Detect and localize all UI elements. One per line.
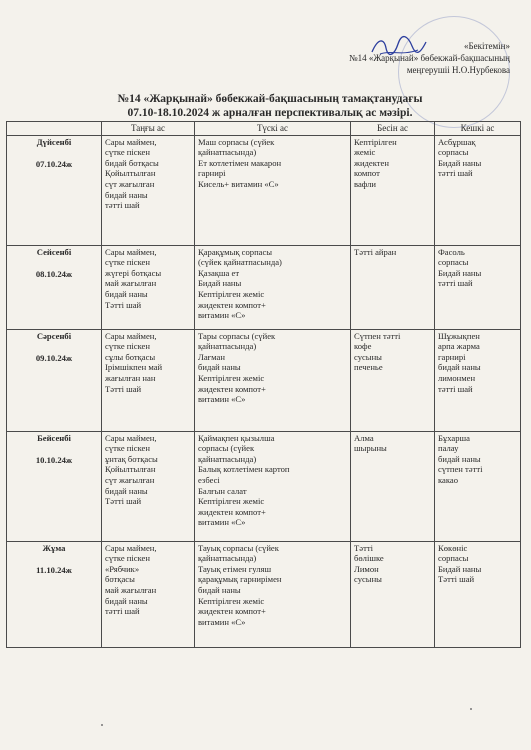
menu-item-line: бидай наны xyxy=(105,595,148,606)
menu-item-line: сорпасы (сүйек xyxy=(198,443,255,454)
day-cell xyxy=(7,431,102,541)
menu-item-line: сүтке піскен xyxy=(105,553,150,564)
menu-item-line: Лағман xyxy=(198,351,225,362)
snack-cell xyxy=(351,329,435,431)
header-day xyxy=(7,122,102,136)
day-cell xyxy=(7,541,102,647)
menu-item-line: Сары маймен, xyxy=(105,136,157,147)
menu-item-line: Сары маймен, xyxy=(105,542,157,553)
menu-item-line: Қаймақпен қызылша xyxy=(198,432,275,443)
snack-cell xyxy=(351,135,435,245)
dinner-cell xyxy=(435,329,521,431)
menu-item-line: Кептірілген жеміс xyxy=(198,288,265,299)
menu-table-header xyxy=(7,122,521,136)
day-name: Дүйсенбі xyxy=(36,136,72,147)
menu-item-line: витамин «С» xyxy=(198,394,246,405)
title-line-2: 07.10-18.10.2024 ж арналған перспективалық ас мәзірі. xyxy=(127,107,413,119)
menu-item-line: бидай наны xyxy=(438,453,481,464)
menu-item-line: (сүйек қайнатпасында) xyxy=(198,257,282,268)
approval-institution: №14 «Жарқынай» бөбекжай-бақшасының xyxy=(349,53,510,63)
dinner-cell xyxy=(435,135,521,245)
menu-item-line: лимонмен xyxy=(438,372,476,383)
menu-item-line: Ет котлетімен макарон xyxy=(198,157,282,168)
menu-item-line: кофе xyxy=(354,341,372,352)
menu-item-line: Лимон xyxy=(354,563,379,574)
breakfast-cell xyxy=(102,431,195,541)
menu-item-line: сүт жағылған xyxy=(105,178,155,189)
menu-item-line: тәтті шай xyxy=(105,606,140,617)
menu-item-line: езбесі xyxy=(198,474,220,485)
menu-item-line: Маш сорпасы (сүйек xyxy=(198,136,275,147)
menu-item-line: жүгері ботқасы xyxy=(105,267,162,278)
menu-item-line: сүтке піскен xyxy=(105,341,150,352)
menu-item-line: Қойылтылған xyxy=(105,168,156,179)
menu-item-line: Бұхарша xyxy=(438,432,470,443)
menu-row xyxy=(7,135,521,245)
menu-item-line: сүтке піскен xyxy=(105,147,150,158)
menu-item-line: Қойылтылған xyxy=(105,464,156,475)
paper-speck xyxy=(470,708,472,710)
menu-item-line: Қазақша ет xyxy=(198,267,240,278)
lunch-cell xyxy=(195,541,351,647)
day-cell xyxy=(7,135,102,245)
day-name: Жұма xyxy=(42,542,66,553)
menu-item-line: жидектен xyxy=(354,157,389,168)
approval-block xyxy=(230,40,510,76)
menu-item-line: жеміс xyxy=(354,147,376,158)
menu-item-line: сорпасы xyxy=(438,553,469,564)
dinner-cell xyxy=(435,245,521,329)
menu-item-line: витамин «С» xyxy=(198,616,246,627)
menu-row xyxy=(7,329,521,431)
day-cell xyxy=(7,245,102,329)
menu-item-line: жағылған нан xyxy=(105,372,156,383)
menu-item-line: тәтті шай xyxy=(438,278,473,289)
menu-item-line: Тары сорпасы (сүйек xyxy=(198,330,276,341)
menu-row xyxy=(7,245,521,329)
menu-item-line: бөлішке xyxy=(354,553,384,564)
menu-item-line: бидай наны xyxy=(438,362,481,373)
menu-item-line: витамин «С» xyxy=(198,517,246,528)
menu-item-line: тәтті шай xyxy=(105,200,140,211)
menu-item-line: қайнатпасында) xyxy=(198,553,257,564)
lunch-cell xyxy=(195,431,351,541)
menu-item-line: Кептірілген жеміс xyxy=(198,372,265,383)
day-name: Бейсенбі xyxy=(37,432,71,443)
menu-item-line: Кептірілген xyxy=(354,136,397,147)
breakfast-cell xyxy=(102,541,195,647)
menu-item-line: қайнатпасында) xyxy=(198,453,257,464)
lunch-cell xyxy=(195,135,351,245)
menu-item-line: Кептірілген жеміс xyxy=(198,496,265,507)
menu-item-line: витамин «С» xyxy=(198,310,246,321)
menu-item-line: май жағылған xyxy=(105,584,157,595)
menu-item-line: «Рябчик» xyxy=(105,563,140,574)
menu-item-line: Балық котлетімен картоп xyxy=(198,464,290,475)
menu-item-line: жидектен компот+ xyxy=(198,299,266,310)
menu-table xyxy=(6,121,521,648)
menu-item-line: бидай наны xyxy=(105,189,148,200)
menu-item-line: бидай наны xyxy=(105,288,148,299)
menu-item-line: шырыны xyxy=(354,443,387,454)
header-snack: Бесін ас xyxy=(351,122,435,136)
menu-item-line: Қарақұмық сорпасы xyxy=(198,246,273,257)
menu-item-line: Тәтті шай xyxy=(438,574,475,585)
header-lunch: Түскі ас xyxy=(195,122,351,136)
menu-row xyxy=(7,541,521,647)
breakfast-cell xyxy=(102,329,195,431)
menu-item-line: Тәтті xyxy=(354,542,373,553)
dinner-cell xyxy=(435,541,521,647)
menu-item-line: Асбұршақ xyxy=(438,136,476,147)
snack-cell xyxy=(351,245,435,329)
menu-item-line: жидектен компот+ xyxy=(198,383,266,394)
menu-item-line: Бидай наны xyxy=(438,157,482,168)
menu-item-line: тәтті шай xyxy=(438,168,473,179)
menu-item-line: Сары маймен, xyxy=(105,432,157,443)
menu-item-line: Тәтті айран xyxy=(354,246,397,257)
menu-item-line: Бидай наны xyxy=(198,278,242,289)
menu-item-line: гарнирі xyxy=(438,351,466,362)
document-title xyxy=(60,92,480,120)
menu-item-line: компот xyxy=(354,168,380,179)
menu-item-line: сүт жағылған xyxy=(105,474,155,485)
menu-item-line: Фасоль xyxy=(438,246,465,257)
header-breakfast: Таңғы ас xyxy=(102,122,195,136)
menu-item-line: какао xyxy=(438,474,459,485)
menu-item-line: қайнатпасында) xyxy=(198,147,257,158)
menu-item-line: бидай наны xyxy=(105,485,148,496)
menu-item-line: жидектен компот+ xyxy=(198,606,266,617)
menu-item-line: ботқасы xyxy=(105,574,135,585)
menu-item-line: Ірімшікпен май xyxy=(105,362,163,373)
menu-item-line: печенье xyxy=(354,362,383,373)
header-dinner: Кешкі ас xyxy=(435,122,521,136)
day-date: 11.10.24ж xyxy=(36,565,72,576)
day-cell xyxy=(7,329,102,431)
lunch-cell xyxy=(195,329,351,431)
menu-row xyxy=(7,431,521,541)
menu-item-line: қарақұмық гарнирімен xyxy=(198,574,282,585)
menu-item-line: сүтке піскен xyxy=(105,257,150,268)
menu-item-line: Сары маймен, xyxy=(105,246,157,257)
menu-item-line: тәтті шай xyxy=(438,383,473,394)
menu-item-line: Сүтпен тәтті xyxy=(354,330,401,341)
paper-speck xyxy=(101,724,103,726)
menu-item-line: Тауық етімен гуляш xyxy=(198,563,272,574)
menu-item-line: гарнирі xyxy=(198,168,226,179)
menu-item-line: Тәтті шай xyxy=(105,383,142,394)
menu-item-line: Кептірілген жеміс xyxy=(198,595,265,606)
snack-cell xyxy=(351,541,435,647)
day-date: 10.10.24ж xyxy=(35,455,73,466)
menu-item-line: Тауық сорпасы (сүйек xyxy=(198,542,279,553)
day-date: 09.10.24ж xyxy=(35,353,73,364)
menu-item-line: бидай наны xyxy=(198,584,241,595)
menu-item-line: сусыны xyxy=(354,351,382,362)
menu-item-line: Бидай наны xyxy=(438,563,482,574)
menu-item-line: сұлы ботқасы xyxy=(105,351,156,362)
menu-item-line: палау xyxy=(438,443,459,454)
menu-item-line: вафли xyxy=(354,178,377,189)
menu-item-line: бидай наны xyxy=(198,362,241,373)
menu-item-line: Кисель+ витамин «С» xyxy=(198,178,279,189)
menu-item-line: қайнатпасында) xyxy=(198,341,257,352)
menu-item-line: Тәтті шай xyxy=(105,299,142,310)
menu-item-line: Тәтті шай xyxy=(105,496,142,507)
day-date: 08.10.24ж xyxy=(35,269,73,280)
snack-cell xyxy=(351,431,435,541)
approval-director: меңгерушіі Н.О.Нурбекова xyxy=(406,65,510,75)
day-name: Сейсенбі xyxy=(36,246,72,257)
menu-item-line: май жағылған xyxy=(105,278,157,289)
menu-item-line: сүтке піскен xyxy=(105,443,150,454)
menu-item-line: Шұжықпен xyxy=(438,330,480,341)
title-line-1: №14 «Жарқынай» бөбекжай-бақшасының тамақтанудағы xyxy=(117,93,423,105)
menu-item-line: арпа жарма xyxy=(438,341,480,352)
breakfast-cell xyxy=(102,245,195,329)
menu-item-line: жидектен компот+ xyxy=(198,506,266,517)
menu-item-line: Сары маймен, xyxy=(105,330,157,341)
approval-heading: «Бекітемін» xyxy=(464,41,510,51)
lunch-cell xyxy=(195,245,351,329)
menu-item-line: Балғын салат xyxy=(198,485,247,496)
menu-item-line: сүтпен тәтті xyxy=(438,464,483,475)
day-name: Сәрсенбі xyxy=(36,330,72,341)
breakfast-cell xyxy=(102,135,195,245)
menu-item-line: бидай ботқасы xyxy=(105,157,159,168)
dinner-cell xyxy=(435,431,521,541)
menu-item-line: сусыны xyxy=(354,574,382,585)
menu-item-line: Алма xyxy=(354,432,374,443)
menu-item-line: Көкөніс xyxy=(438,542,468,553)
menu-item-line: сорпасы xyxy=(438,257,469,268)
menu-item-line: Бидай наны xyxy=(438,267,482,278)
menu-item-line: сорпасы xyxy=(438,147,469,158)
day-date: 07.10.24ж xyxy=(35,159,73,170)
menu-item-line: ұнтақ ботқасы xyxy=(105,453,158,464)
